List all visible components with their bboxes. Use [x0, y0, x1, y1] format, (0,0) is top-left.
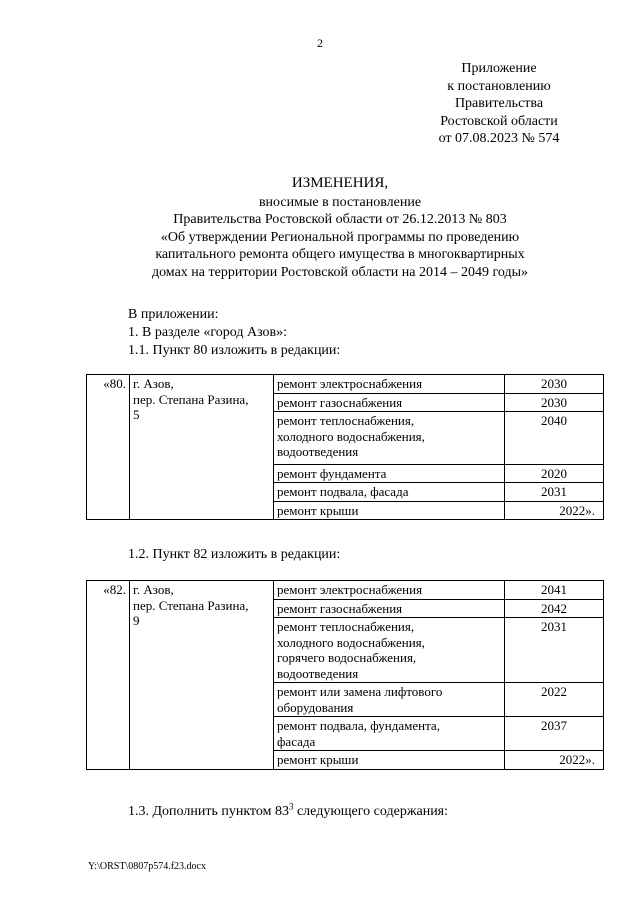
work-line: водоотведения: [277, 665, 359, 681]
address-line: пер. Степана Разина,: [133, 597, 249, 613]
work-cell: [274, 618, 505, 683]
address-line: 9: [133, 613, 140, 628]
paragraph: 1.1. Пункт 80 изложить в редакции:: [128, 343, 341, 358]
address-line: 5: [133, 407, 140, 422]
work-cell: ремонт крыши: [274, 501, 505, 520]
title-line: вносимые в постановление: [258, 194, 422, 210]
title-line: домах на территории Ростовской области на 2014 – 2049 годы»: [151, 264, 529, 280]
work-line: ремонт подвала, фундамента,: [277, 718, 440, 733]
work-cell: ремонт газоснабжения: [274, 393, 505, 412]
work-line: холодного водоснабжения,: [277, 634, 425, 650]
title-line: капитального ремонта общего имущества в многоквартирных: [155, 247, 525, 262]
paragraph: [128, 803, 448, 821]
year-cell: 2041: [505, 581, 604, 600]
file-path-footer: Y:\ORST\0807p574.f23.docx: [88, 861, 206, 872]
item-number: «80.: [87, 375, 130, 520]
paragraph-text: следующего содержания:: [293, 804, 449, 819]
address-line: г. Азов,: [133, 582, 174, 597]
work-cell: ремонт электроснабжения: [274, 581, 505, 600]
title-heading: ИЗМЕНЕНИЯ,: [291, 175, 389, 191]
paragraph-text: 1.3. Дополнить пунктом 83: [128, 804, 289, 819]
address-line: пер. Степана Разина,: [133, 391, 249, 407]
paragraph: 1.2. Пункт 82 изложить в редакции:: [128, 547, 341, 562]
work-cell: ремонт электроснабжения: [274, 375, 505, 394]
title-line: Правительства Ростовской области от 26.12.2013 № 803: [173, 212, 507, 227]
year-cell: 2042: [505, 599, 604, 618]
appendix-line: Приложение: [461, 61, 537, 76]
work-line: ремонт теплоснабжения,: [277, 619, 415, 634]
amendment-table-80: [86, 374, 604, 520]
year-cell: 2040: [505, 412, 604, 465]
work-line: ремонт теплоснабжения,: [277, 413, 415, 428]
work-cell: ремонт крыши: [274, 751, 505, 770]
year-cell: 2031: [505, 618, 604, 683]
appendix-line: Правительства: [454, 96, 544, 111]
work-cell: [274, 412, 505, 465]
page-number: 2: [317, 36, 323, 50]
work-line: холодного водоснабжения,: [277, 428, 425, 444]
table-row: [87, 375, 604, 394]
table-row: [87, 581, 604, 600]
address-line: г. Азов,: [133, 376, 174, 391]
work-line: фасада: [277, 733, 316, 749]
work-line: горячего водоснабжения,: [277, 650, 417, 665]
address-cell: [130, 375, 274, 520]
appendix-line: от 07.08.2023 № 574: [438, 131, 560, 146]
paragraph: 1. В разделе «город Азов»:: [128, 325, 288, 340]
work-cell: ремонт фундамента: [274, 464, 505, 483]
work-cell: [274, 717, 505, 751]
document-title: [110, 175, 570, 281]
work-line: оборудования: [277, 699, 354, 715]
year-cell: 2030: [505, 393, 604, 412]
year-cell: 2022: [505, 683, 604, 717]
year-cell: 2031: [505, 483, 604, 502]
appendix-line: к постановлению: [447, 78, 551, 94]
title-line: «Об утверждении Региональной программы по проведению: [160, 229, 520, 245]
paragraph: В приложении:: [128, 307, 219, 322]
item-number: «82.: [87, 581, 130, 770]
year-cell: 2022».: [505, 751, 604, 770]
work-line: ремонт или замена лифтового: [277, 684, 443, 699]
year-cell: 2022».: [505, 501, 604, 520]
year-cell: 2020: [505, 464, 604, 483]
work-cell: ремонт газоснабжения: [274, 599, 505, 618]
work-line: водоотведения: [277, 444, 359, 459]
work-cell: [274, 683, 505, 717]
address-cell: [130, 581, 274, 770]
amendment-table-82: [86, 580, 604, 770]
year-cell: 2030: [505, 375, 604, 394]
appendix-header: [414, 60, 584, 148]
appendix-line: Ростовской области: [440, 113, 558, 129]
work-cell: ремонт подвала, фасада: [274, 483, 505, 502]
year-cell: 2037: [505, 717, 604, 751]
superscript: 3: [288, 801, 294, 812]
